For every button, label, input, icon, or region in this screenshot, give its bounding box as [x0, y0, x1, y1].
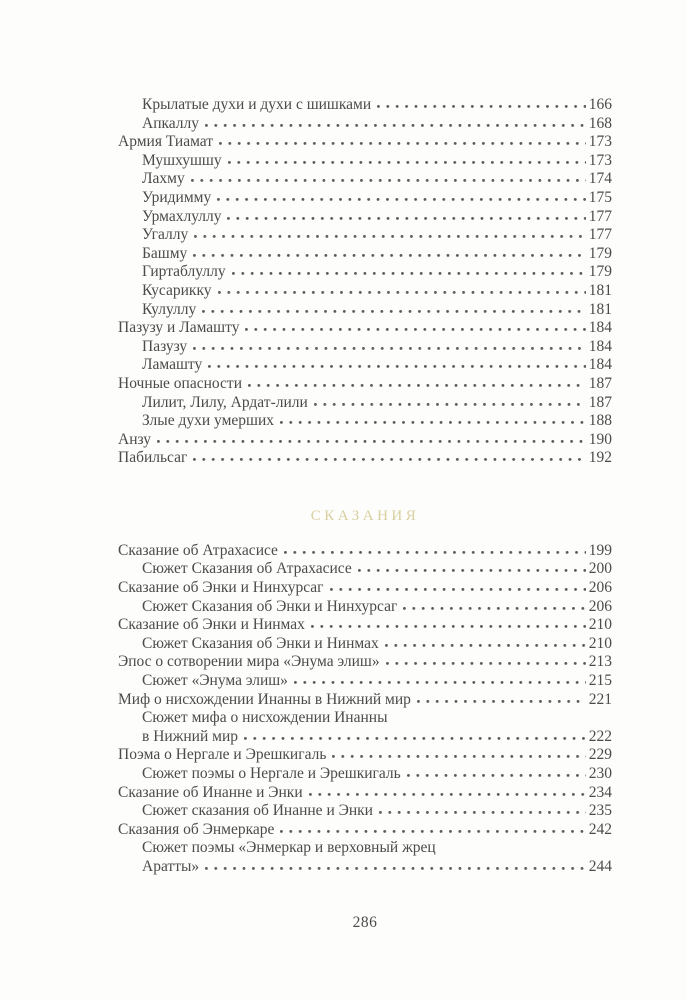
toc-entry [118, 449, 612, 468]
dot-leader [208, 357, 586, 369]
entry-page-number: 229 [588, 746, 612, 764]
entry-title: Апкаллу [142, 114, 200, 132]
entry-page-number: 244 [588, 857, 612, 875]
entry-title: Сказание об Энки и Нинмах [118, 616, 305, 634]
toc-section [118, 96, 612, 468]
entry-page-number: 242 [588, 820, 612, 838]
entry-title: Угаллу [142, 226, 189, 244]
toc-entry [118, 189, 612, 208]
toc-entry [118, 672, 612, 691]
toc-entry [118, 319, 612, 338]
dot-leader [379, 803, 586, 815]
entry-page-number: 177 [588, 226, 612, 244]
entry-page-number: 222 [588, 727, 612, 745]
entry-page-number: 177 [588, 207, 612, 225]
toc-entry [118, 263, 612, 282]
toc-entry [118, 616, 612, 635]
entry-title: Пазузу [142, 337, 188, 355]
toc-entry [118, 356, 612, 375]
entry-page-number: 179 [588, 263, 612, 281]
dot-leader [217, 190, 586, 202]
toc-entry [118, 301, 612, 320]
toc [118, 96, 612, 877]
entry-title: Лахму [142, 170, 185, 188]
toc-entry [118, 653, 612, 672]
entry-title: Урмахлуллу [142, 207, 222, 225]
dot-leader [332, 747, 585, 759]
entry-title: Сюжет поэмы о Нергале и Эрешкигаль [142, 765, 401, 782]
toc-entry [118, 282, 612, 301]
toc-entry [118, 858, 612, 877]
entry-title: Уридимму [142, 188, 212, 206]
entry-page-number: 221 [588, 690, 612, 708]
dot-leader [193, 339, 586, 351]
toc-entry [118, 133, 612, 152]
toc-entry [118, 152, 612, 171]
toc-entry [118, 338, 612, 357]
entry-page-number: 210 [588, 634, 612, 652]
section-heading: СКАЗАНИЯ [310, 507, 420, 524]
entry-page-number: 230 [588, 765, 612, 782]
dot-leader [403, 599, 585, 611]
toc-entry [118, 598, 612, 617]
toc-entry [118, 560, 612, 579]
entry-page-number: 173 [588, 151, 612, 169]
entry-title: Сказание об Энки и Нинхурсаг [118, 579, 324, 597]
entry-title: Армия Тиамат [118, 133, 214, 151]
toc-entry [118, 784, 612, 803]
toc-entry [118, 208, 612, 227]
entry-title: Башму [142, 244, 188, 262]
entry-title: Анзу [118, 430, 152, 448]
toc-entry [118, 765, 612, 784]
entry-page-number: 181 [588, 281, 612, 299]
toc-entry [118, 170, 612, 189]
dot-leader [193, 450, 585, 462]
dot-leader [358, 561, 586, 573]
entry-title: Кулуллу [142, 300, 197, 318]
toc-entry [118, 115, 612, 134]
dot-leader [218, 283, 586, 295]
dot-leader [205, 116, 586, 128]
toc-entry [118, 709, 612, 728]
entry-page-number: 184 [588, 319, 612, 337]
toc-entry [118, 821, 612, 840]
entry-title: Эпос о сотворении мира «Энума элиш» [118, 653, 380, 671]
dot-leader [309, 785, 586, 797]
entry-title: Злые духи умерших [142, 412, 274, 430]
toc-entry [118, 226, 612, 245]
dot-leader [248, 376, 586, 388]
entry-title: Сюжет мифа о нисхождении Инанны [142, 709, 388, 727]
entry-page-number: 192 [588, 449, 612, 467]
dot-leader [202, 302, 585, 314]
entry-title: Аратты» [142, 857, 200, 875]
toc-entry [118, 375, 612, 394]
toc-entry [118, 245, 612, 264]
entry-title: Ночные опасности [118, 374, 242, 392]
dot-leader [294, 673, 586, 685]
dot-leader [280, 413, 586, 425]
dot-leader [311, 617, 586, 629]
entry-title: Сюжет Сказания об Энки и Нинхурсаг [142, 597, 398, 615]
entry-page-number: 199 [588, 541, 612, 559]
entry-title: Сюжет Сказания об Атрахасисе [142, 560, 352, 578]
entry-title: Миф о нисхождении Инанны в Нижний мир [118, 690, 411, 708]
entry-page-number: 190 [588, 430, 612, 448]
dot-leader [417, 692, 586, 704]
toc-entry [118, 412, 612, 431]
entry-title: Гиртаблуллу [142, 263, 226, 281]
toc-entry [118, 394, 612, 413]
entry-title: Крылатые духи и духи с шишками [142, 96, 372, 113]
dot-leader [386, 654, 586, 666]
toc-entry [118, 691, 612, 710]
toc-entry [118, 96, 612, 115]
entry-page-number: 187 [588, 374, 612, 392]
toc-entry [118, 579, 612, 598]
dot-leader [219, 134, 586, 146]
dot-leader [244, 729, 586, 741]
dot-leader [228, 153, 586, 165]
entry-page-number: 200 [588, 560, 612, 578]
toc-section [118, 508, 612, 877]
entry-page-number: 206 [588, 597, 612, 615]
dot-leader [227, 209, 585, 221]
entry-page-number: 215 [588, 672, 612, 690]
dot-leader [205, 859, 586, 871]
entry-page-number: 179 [588, 244, 612, 262]
toc-entry [118, 635, 612, 654]
entry-title: Пабильсаг [118, 449, 188, 467]
entry-title: Сюжет «Энума элиш» [142, 672, 288, 690]
dot-leader [314, 395, 586, 407]
entry-page-number: 174 [588, 170, 612, 188]
dot-leader [157, 432, 586, 444]
entry-page-number: 181 [588, 300, 612, 318]
entry-title: Кусарикку [142, 281, 212, 299]
entry-title: Поэма о Нергале и Эрешкигаль [118, 746, 327, 764]
toc-entry [118, 542, 612, 561]
entry-page-number: 188 [588, 412, 612, 430]
entry-title: Лилит, Лилу, Ардат-лили [142, 393, 308, 411]
dot-leader [232, 264, 586, 276]
entry-page-number: 168 [588, 114, 612, 132]
dot-leader [193, 246, 585, 258]
dot-leader [330, 580, 586, 592]
dot-leader [377, 97, 586, 109]
entry-title: Сказание об Атрахасисе [118, 541, 278, 559]
dot-leader [191, 171, 586, 183]
entry-page-number: 234 [588, 783, 612, 801]
entry-page-number: 184 [588, 337, 612, 355]
toc-entry [118, 728, 612, 747]
entry-page-number: 175 [588, 188, 612, 206]
toc-entry [118, 802, 612, 821]
entry-page-number: 166 [588, 96, 612, 113]
entry-page-number: 173 [588, 133, 612, 151]
entry-title: Сюжет поэмы «Энмеркар и верховный жрец [142, 839, 436, 857]
entry-page-number: 184 [588, 356, 612, 374]
entry-title: Пазузу и Ламашту [118, 319, 240, 337]
entry-page-number: 206 [588, 579, 612, 597]
dot-leader [385, 636, 586, 648]
entry-title: Мушхушшу [142, 151, 222, 169]
dot-leader [194, 227, 586, 239]
entry-title: в Нижний мир [142, 727, 239, 745]
entry-page-number: 187 [588, 393, 612, 411]
toc-entry [118, 746, 612, 765]
dot-leader [280, 822, 585, 834]
entry-page-number: 210 [588, 616, 612, 634]
entry-title: Сказания об Энмеркаре [118, 820, 275, 838]
toc-entry [118, 839, 612, 858]
dot-leader [407, 766, 586, 778]
toc-entry [118, 431, 612, 450]
folio-page-number: 286 [352, 914, 378, 931]
entry-title: Сюжет сказания об Инанне и Энки [142, 802, 373, 820]
dot-leader [245, 320, 585, 332]
entry-title: Ламашту [142, 356, 203, 374]
dot-leader [284, 543, 586, 555]
entry-title: Сюжет Сказания об Энки и Нинмах [142, 634, 379, 652]
entry-page-number: 235 [588, 802, 612, 820]
entry-title: Сказание об Инанне и Энки [118, 783, 303, 801]
entry-page-number: 213 [588, 653, 612, 671]
